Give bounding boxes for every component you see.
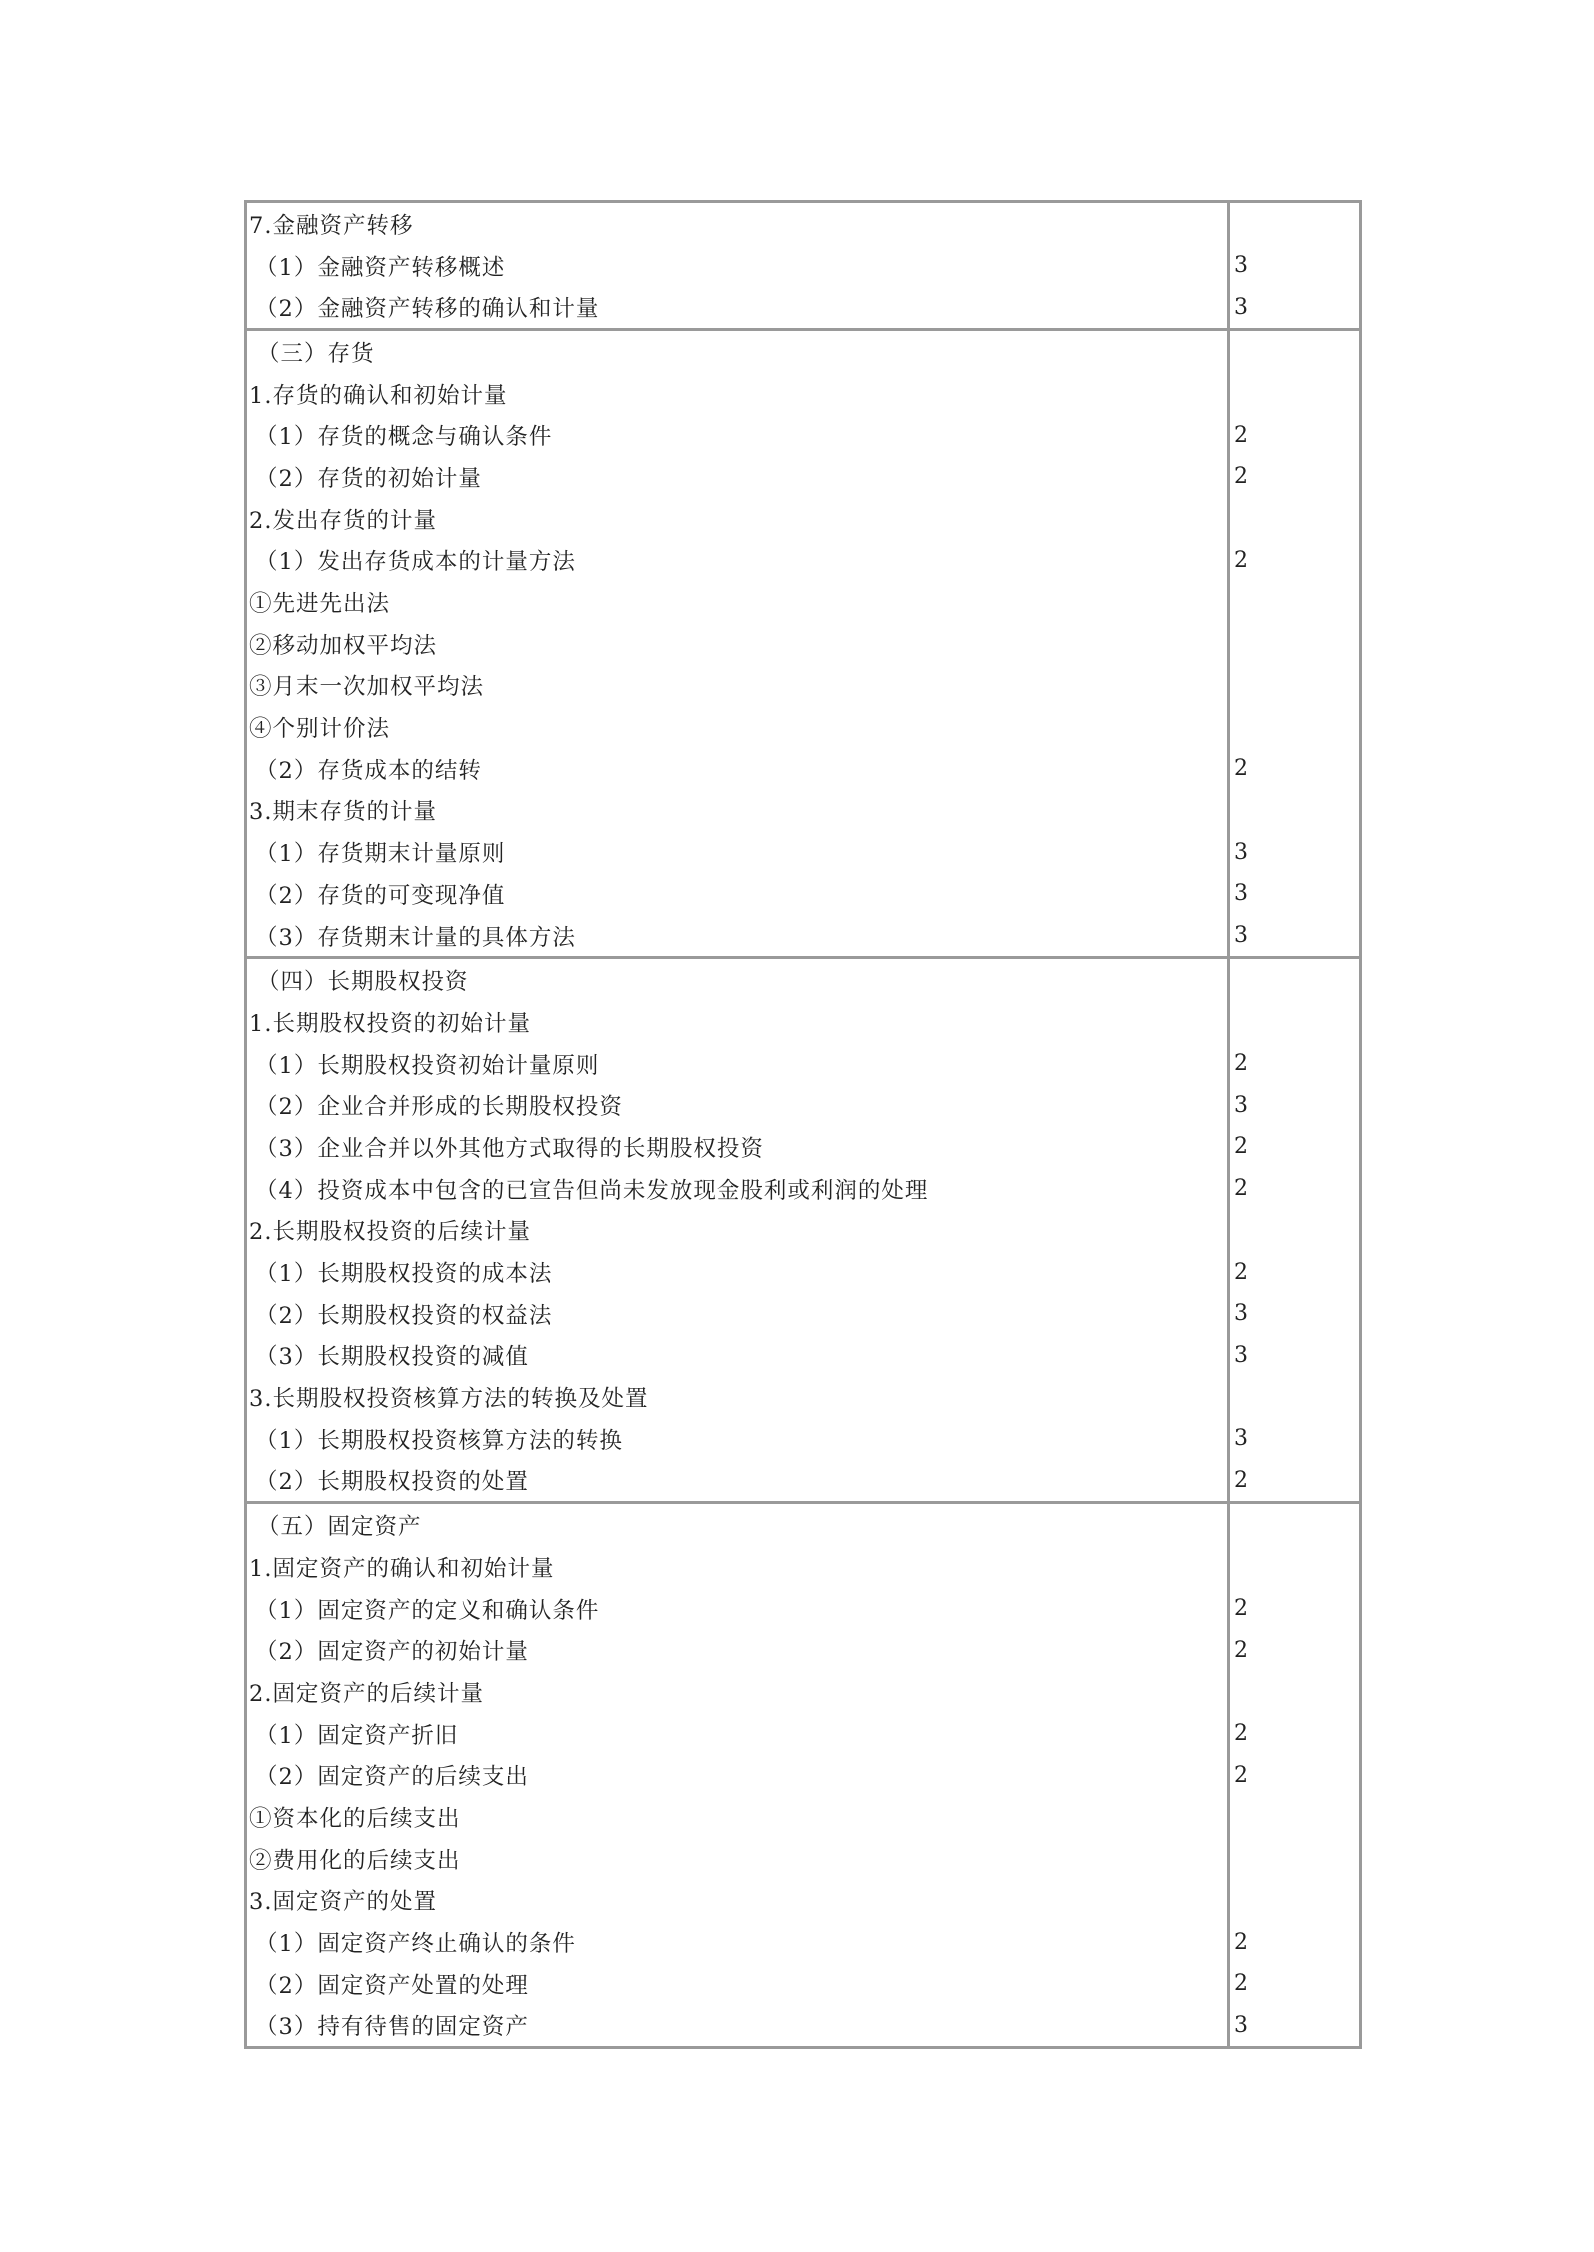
row-topic: ①资本化的后续支出 (249, 1805, 461, 1832)
row-level (1227, 1376, 1359, 1418)
table-row (247, 665, 1359, 707)
table-row (247, 581, 1359, 623)
row-level: 3 (1227, 286, 1359, 328)
table-row (247, 1001, 1359, 1043)
table-row (247, 1376, 1359, 1418)
table-row (247, 706, 1359, 748)
row-topic: （1）固定资产折旧 (255, 1722, 459, 1749)
row-topic: （1）存货的概念与确认条件 (255, 424, 553, 451)
row-level: 2 (1227, 1963, 1359, 2005)
row-topic: （3）长期股权投资的减值 (255, 1344, 529, 1371)
row-topic: （2）企业合并形成的长期股权投资 (255, 1094, 623, 1121)
table-row (247, 1796, 1359, 1838)
table-row (247, 1251, 1359, 1293)
row-level (1227, 665, 1359, 707)
table-row (247, 1671, 1359, 1713)
table-row (247, 1754, 1359, 1796)
table-row (247, 1921, 1359, 1963)
row-topic: （2）金融资产转移的确认和计量 (255, 296, 600, 323)
table-row (247, 1629, 1359, 1671)
table-section (247, 956, 1359, 1501)
row-level (1227, 790, 1359, 832)
row-level: 2 (1227, 1588, 1359, 1630)
row-topic: （2）固定资产的初始计量 (255, 1639, 529, 1666)
row-topic: （1）金融资产转移概述 (255, 254, 506, 281)
row-level: 3 (1227, 831, 1359, 873)
row-topic: （五）固定资产 (257, 1514, 422, 1541)
row-topic: （2）存货的初始计量 (255, 465, 482, 492)
row-level: 3 (1227, 915, 1359, 957)
table-row (247, 1418, 1359, 1460)
table-row (247, 498, 1359, 540)
row-topic: （3）企业合并以外其他方式取得的长期股权投资 (255, 1135, 764, 1162)
table-row (247, 748, 1359, 790)
table-row (247, 915, 1359, 957)
row-topic: 3.期末存货的计量 (249, 799, 437, 826)
row-level: 2 (1227, 1921, 1359, 1963)
row-topic: （2）长期股权投资的处置 (255, 1469, 529, 1496)
row-level: 2 (1227, 1043, 1359, 1085)
row-level (1227, 706, 1359, 748)
row-topic: （四）长期股权投资 (257, 969, 469, 996)
row-level (1227, 373, 1359, 415)
table-section (247, 1501, 1359, 2046)
table-row (247, 1335, 1359, 1377)
row-level: 3 (1227, 2005, 1359, 2047)
row-topic: 3.固定资产的处置 (249, 1889, 437, 1916)
table-row (247, 1043, 1359, 1085)
row-level (1227, 1001, 1359, 1043)
row-topic: （1）存货期末计量原则 (255, 841, 506, 868)
row-level (1227, 1671, 1359, 1713)
row-topic: 1.存货的确认和初始计量 (249, 382, 508, 409)
row-level (1227, 1880, 1359, 1922)
row-topic: （3）存货期末计量的具体方法 (255, 924, 576, 951)
row-topic: （2）存货的可变现净值 (255, 882, 506, 909)
row-level (1227, 581, 1359, 623)
table-row (247, 1713, 1359, 1755)
row-topic: ②移动加权平均法 (249, 632, 438, 659)
row-level (1227, 331, 1359, 373)
table-row (247, 1588, 1359, 1630)
row-level: 2 (1227, 1168, 1359, 1210)
table-row (247, 623, 1359, 665)
row-topic: （2）固定资产的后续支出 (255, 1764, 529, 1791)
row-topic: （3）持有待售的固定资产 (255, 2014, 529, 2041)
row-level: 2 (1227, 1629, 1359, 1671)
row-level (1227, 1796, 1359, 1838)
row-topic: 3.长期股权投资核算方法的转换及处置 (249, 1386, 649, 1413)
row-topic: 1.固定资产的确认和初始计量 (249, 1555, 555, 1582)
table-row (247, 1504, 1359, 1546)
row-topic: ④个别计价法 (249, 716, 391, 743)
table-row (247, 1838, 1359, 1880)
row-level: 3 (1227, 1084, 1359, 1126)
row-level: 2 (1227, 1251, 1359, 1293)
row-topic: （2）长期股权投资的权益法 (255, 1302, 553, 1329)
table-row (247, 1963, 1359, 2005)
table-row (247, 831, 1359, 873)
row-level: 2 (1227, 1126, 1359, 1168)
row-level (1227, 1546, 1359, 1588)
row-level: 2 (1227, 748, 1359, 790)
row-level (1227, 623, 1359, 665)
row-level: 2 (1227, 1754, 1359, 1796)
row-topic: 2.长期股权投资的后续计量 (249, 1219, 531, 1246)
row-topic: ②费用化的后续支出 (249, 1847, 461, 1874)
row-topic: ①先进先出法 (249, 591, 391, 618)
table-row (247, 1880, 1359, 1922)
row-level (1227, 498, 1359, 540)
table-row (247, 373, 1359, 415)
table-row (247, 1210, 1359, 1252)
table-row (247, 1084, 1359, 1126)
table-row (247, 1126, 1359, 1168)
row-level: 2 (1227, 540, 1359, 582)
table-row (247, 331, 1359, 373)
row-level: 3 (1227, 1293, 1359, 1335)
row-topic: 1.长期股权投资的初始计量 (249, 1010, 531, 1037)
table-row (247, 1168, 1359, 1210)
row-level (1227, 1504, 1359, 1546)
row-level: 3 (1227, 1335, 1359, 1377)
row-level: 2 (1227, 414, 1359, 456)
row-topic: 7.金融资产转移 (249, 212, 414, 239)
row-topic: ③月末一次加权平均法 (249, 674, 485, 701)
table-row (247, 286, 1359, 328)
table-row (247, 1460, 1359, 1502)
table-row (247, 245, 1359, 287)
row-topic: （1）长期股权投资核算方法的转换 (255, 1427, 623, 1454)
table-row (247, 456, 1359, 498)
row-topic: （1）长期股权投资的成本法 (255, 1261, 553, 1288)
row-topic: （1）发出存货成本的计量方法 (255, 549, 576, 576)
row-level: 2 (1227, 1460, 1359, 1502)
row-level (1227, 959, 1359, 1001)
row-topic: （三）存货 (257, 340, 375, 367)
table-row (247, 1293, 1359, 1335)
row-level (1227, 203, 1359, 245)
table-row (247, 790, 1359, 832)
table-row (247, 540, 1359, 582)
table-row (247, 873, 1359, 915)
row-level (1227, 1210, 1359, 1252)
table-row (247, 1546, 1359, 1588)
row-topic: （2）存货成本的结转 (255, 757, 482, 784)
row-level: 2 (1227, 1713, 1359, 1755)
table-row (247, 2005, 1359, 2047)
row-level: 3 (1227, 873, 1359, 915)
row-level: 3 (1227, 1418, 1359, 1460)
table-row (247, 414, 1359, 456)
row-topic: （4）投资成本中包含的已宣告但尚未发放现金股利或利润的处理 (255, 1177, 929, 1204)
row-level (1227, 1838, 1359, 1880)
row-topic: （1）固定资产终止确认的条件 (255, 1931, 576, 1958)
row-topic: 2.固定资产的后续计量 (249, 1680, 484, 1707)
table-section (247, 203, 1359, 328)
syllabus-table (244, 200, 1362, 2049)
row-level: 3 (1227, 245, 1359, 287)
row-level: 2 (1227, 456, 1359, 498)
row-topic: 2.发出存货的计量 (249, 507, 437, 534)
row-topic: （1）固定资产的定义和确认条件 (255, 1597, 600, 1624)
row-topic: （2）固定资产处置的处理 (255, 1972, 529, 1999)
table-row (247, 959, 1359, 1001)
table-section (247, 328, 1359, 956)
row-topic: （1）长期股权投资初始计量原则 (255, 1052, 600, 1079)
table-row (247, 203, 1359, 245)
